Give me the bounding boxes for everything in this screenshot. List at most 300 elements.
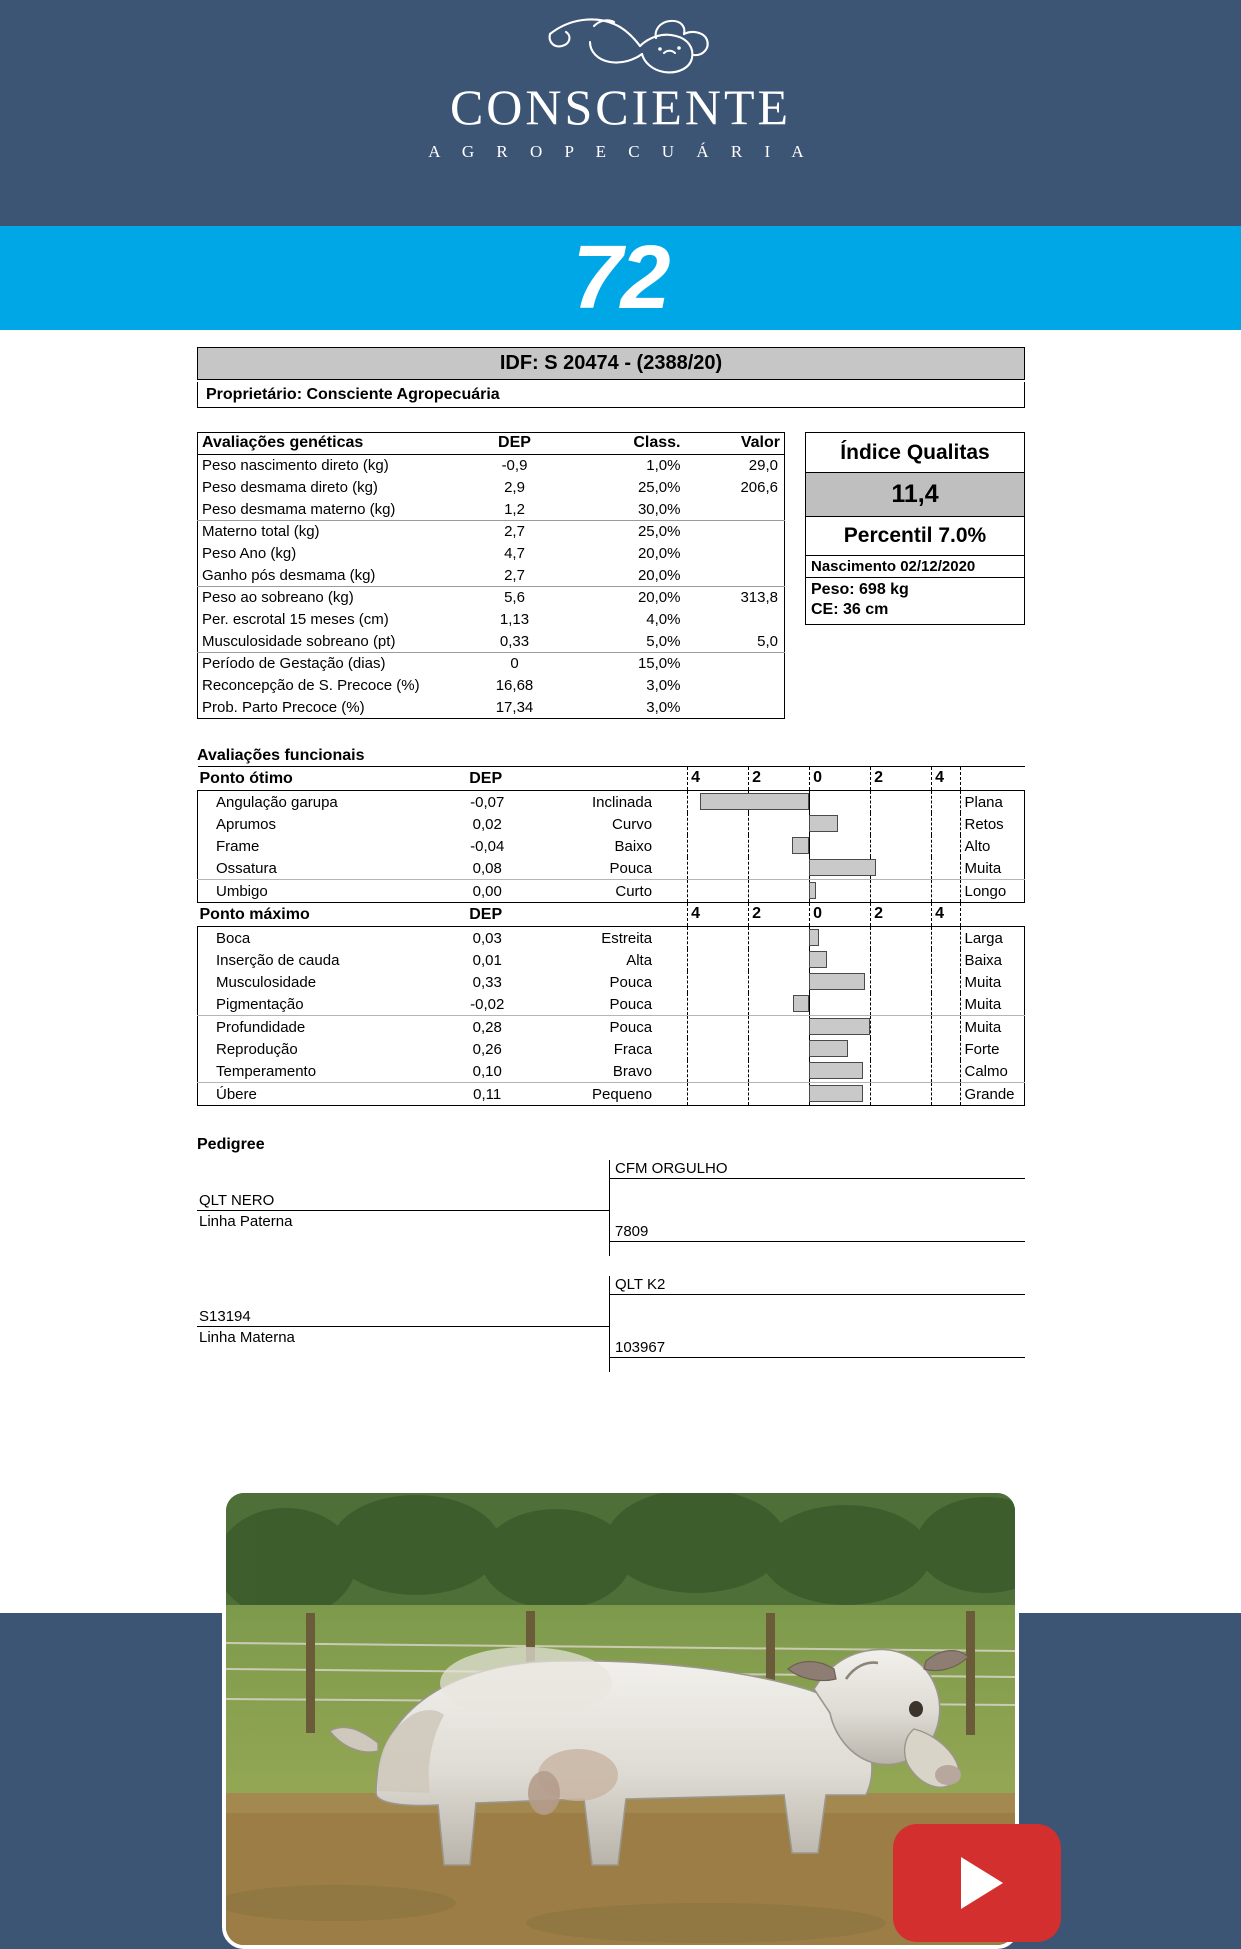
cell-dep: 0,10: [445, 1060, 529, 1083]
axis-gridline: [687, 857, 688, 879]
chart-block-title: Ponto ótimo: [199, 769, 293, 787]
axis-gridline: [687, 1060, 688, 1082]
low-extreme-label: Alta: [626, 951, 653, 969]
chart-cell-wrap: [656, 1016, 960, 1039]
high-label-cell: [960, 835, 1024, 857]
trait-name: Temperamento: [198, 1060, 446, 1083]
axis-tick-label: 2: [752, 769, 762, 786]
table-row: [198, 971, 1025, 993]
axis-gridline: [960, 880, 961, 902]
cell-dep: 17,34: [495, 698, 534, 716]
high-extreme-label: Retos: [964, 815, 1004, 833]
high-label-cell: [960, 1083, 1024, 1106]
trait-name: Ossatura: [198, 857, 446, 880]
axis-gridline: [687, 903, 688, 926]
parent-name: QLT NERO: [197, 1192, 609, 1211]
lineage-label: Linha Paterna: [199, 1213, 293, 1230]
axis-gridline: [687, 767, 688, 790]
high-label-cell: [960, 791, 1024, 814]
axis-gridline: [931, 903, 932, 926]
lot-number: 72: [572, 228, 669, 328]
cell-valor: [685, 499, 785, 521]
axis-gridline: [687, 813, 688, 835]
qualitas-index-panel: [805, 432, 1025, 625]
spacer-cell: [960, 903, 1024, 927]
high-extreme-label: Forte: [964, 1040, 1000, 1058]
axis-gridline: [687, 835, 688, 857]
chart-block-header: [198, 767, 1025, 791]
chart-bar: [793, 995, 809, 1012]
zero-axis: [809, 993, 810, 1015]
granddam-name: 103967: [610, 1339, 1025, 1358]
chart-cell-wrap: [656, 813, 960, 835]
table-row: [198, 927, 1025, 950]
chart-cell-wrap: [656, 927, 960, 950]
cell-valor: 29,0: [748, 457, 778, 475]
high-label-cell: [960, 1016, 1024, 1039]
axis-gridline: [748, 927, 749, 949]
axis-gridline: [870, 993, 871, 1015]
cell-class: 5,0%: [575, 631, 685, 653]
low-extreme-label: Fraca: [613, 1040, 653, 1058]
axis-gridline: [870, 791, 871, 813]
cell-trait: Peso nascimento direto (kg): [202, 457, 389, 475]
bar-chart-cell: [656, 835, 960, 857]
axis-gridline: [870, 1016, 871, 1038]
chart-bar: [809, 1040, 849, 1057]
bar-chart-cell: [656, 880, 960, 902]
axis-tick-label: 2: [874, 905, 884, 922]
axis-gridline: [931, 949, 932, 971]
axis-gridline: [748, 903, 749, 926]
axis-gridline: [960, 1016, 961, 1038]
cell-dep: 0,01: [472, 951, 502, 969]
high-label-cell: [960, 971, 1024, 993]
cell-valor: 5,0: [685, 631, 785, 653]
axis-gridline: [748, 993, 749, 1015]
chart-cell-wrap: [656, 835, 960, 857]
axis-gridline: [748, 1060, 749, 1082]
axis-gridline: [687, 949, 688, 971]
cell-class: 20,0%: [637, 545, 681, 562]
pedigree-tree: [197, 1160, 1025, 1372]
axis-gridline: [748, 1083, 749, 1105]
cell-valor: 313,8: [740, 589, 778, 607]
high-extreme-label: Muita: [964, 859, 1002, 877]
high-extreme-label: Grande: [964, 1085, 1015, 1103]
low-extreme-label: Curto: [529, 880, 656, 903]
cell-valor: [685, 653, 785, 675]
low-extreme-label: Pouca: [529, 857, 656, 880]
axis-gridline: [931, 1060, 932, 1082]
axis-gridline: [960, 927, 961, 949]
play-video-button[interactable]: [893, 1824, 1061, 1942]
bar-chart-cell: [656, 927, 960, 949]
cell-dep: -0,07: [445, 791, 529, 814]
trait-name: Aprumos: [198, 813, 446, 835]
axis-gridline: [960, 1038, 961, 1060]
cell-dep: 0,33: [455, 631, 575, 653]
chart-bar: [809, 1018, 870, 1035]
axis-gridline: [748, 767, 749, 790]
trait-name: Úbere: [198, 1083, 446, 1106]
cell-valor: [685, 565, 785, 587]
axis-gridline: [687, 927, 688, 949]
cell-trait: Peso Ano (kg): [202, 545, 297, 562]
cell-dep: -0,02: [445, 993, 529, 1016]
bar-chart-cell: [656, 1016, 960, 1038]
axis-gridline: [931, 993, 932, 1015]
table-row: [198, 1038, 1025, 1060]
cell-class: 4,0%: [646, 611, 681, 628]
table-row: [198, 1016, 1025, 1039]
table-row: [198, 653, 785, 675]
trait-name: Angulação garupa: [198, 791, 446, 814]
cell-class: 1,0%: [646, 457, 681, 475]
cell-class: 3,0%: [646, 698, 681, 716]
cell-valor: [685, 609, 785, 631]
brand-subtitle: A G R O P E C U Á R I A: [428, 142, 813, 161]
axis-gridline: [687, 971, 688, 993]
axis-tick-label: 4: [691, 905, 701, 922]
cell-valor: [685, 521, 785, 543]
table-row: [198, 857, 1025, 880]
axis-gridline: [960, 993, 961, 1015]
pedigree-grandparents: [609, 1276, 1025, 1372]
cell-dep: 2,7: [504, 523, 525, 541]
high-extreme-label: Plana: [964, 793, 1003, 811]
cell-dep: 0,28: [472, 1018, 502, 1036]
brand-name: CONSCIENTE: [449, 79, 792, 135]
high-label-cell: [960, 949, 1024, 971]
trait-name: Reprodução: [198, 1038, 446, 1060]
table-row: [198, 565, 785, 587]
chart-cell-wrap: [656, 1060, 960, 1083]
high-label-cell: [960, 857, 1024, 880]
functional-charts: [197, 766, 1025, 1106]
axis-gridline: [748, 880, 749, 902]
axis-gridline: [687, 880, 688, 902]
owner-row: Proprietário: Consciente Agropecuária: [197, 382, 1025, 408]
lot-number-band: [0, 226, 1241, 330]
ce-value: CE: 36 cm: [811, 601, 889, 618]
pedigree-parent: [197, 1192, 609, 1230]
qualitas-value: 11,4: [806, 473, 1024, 517]
axis-cell: [656, 903, 960, 927]
zero-axis: [809, 791, 810, 813]
axis-gridline: [931, 791, 932, 813]
axis-gridline: [870, 1060, 871, 1082]
col-header-valor: Valor: [685, 433, 785, 455]
axis-gridline: [870, 1038, 871, 1060]
bar-chart-cell: [656, 1038, 960, 1060]
cell-dep: 0,00: [445, 880, 529, 903]
axis-tick-label: 4: [935, 769, 945, 786]
low-extreme-label: Pouca: [529, 993, 656, 1016]
functional-table: [197, 766, 1025, 1106]
low-extreme-label: Pouca: [609, 973, 653, 991]
col-header-dep: DEP: [469, 769, 503, 787]
axis-gridline: [931, 1016, 932, 1038]
axis-gridline: [748, 813, 749, 835]
cell-dep: 16,68: [495, 677, 534, 694]
high-extreme-label: Muita: [964, 995, 1002, 1013]
high-extreme-label: Alto: [964, 837, 991, 855]
lineage-label: Linha Materna: [199, 1329, 295, 1346]
chart-bar: [809, 859, 876, 876]
bar-chart-cell: [656, 1060, 960, 1082]
axis-gridline: [960, 903, 961, 926]
high-extreme-label: Larga: [964, 929, 1003, 947]
axis-gridline: [687, 1083, 688, 1105]
cow-head-icon: [536, 8, 706, 80]
cell-trait: Materno total (kg): [202, 523, 320, 541]
chart-bar: [809, 882, 817, 899]
col-header-dep: DEP: [455, 433, 575, 455]
chart-bar: [809, 929, 819, 946]
chart-bar: [792, 837, 809, 854]
zero-axis: [809, 835, 810, 857]
high-extreme-label: Longo: [964, 882, 1007, 900]
page-header: [0, 0, 1241, 226]
cell-valor: [685, 543, 785, 565]
chart-cell-wrap: [656, 993, 960, 1016]
animal-datasheet: [0, 347, 1241, 1372]
measurements: [806, 578, 1024, 624]
grandsire-name: CFM ORGULHO: [610, 1160, 1025, 1179]
cell-class: 30,0%: [575, 499, 685, 521]
chart-cell-wrap: [656, 1038, 960, 1060]
qualitas-title: Índice Qualitas: [806, 433, 1024, 473]
high-label-cell: [960, 880, 1024, 903]
axis-gridline: [931, 813, 932, 835]
axis-gridline: [748, 949, 749, 971]
axis-gridline: [870, 1083, 871, 1105]
axis-gridline: [960, 1083, 961, 1105]
high-extreme-label: Muita: [964, 973, 1002, 991]
trait-name: Frame: [198, 835, 446, 857]
trait-name: Pigmentação: [198, 993, 446, 1016]
high-extreme-label: Calmo: [964, 1062, 1008, 1080]
trait-name: Inserção de cauda: [198, 949, 446, 971]
spacer: [610, 1295, 1025, 1339]
axis-gridline: [960, 813, 961, 835]
cell-trait: Per. escrotal 15 meses (cm): [202, 611, 389, 628]
cell-dep: 0,26: [472, 1040, 502, 1058]
table-row: [198, 631, 785, 653]
bar-chart-cell: [656, 949, 960, 971]
table-row: [198, 835, 1025, 857]
table-row: [198, 477, 785, 499]
low-extreme-label: Pequeno: [529, 1083, 656, 1106]
table-row: [198, 880, 1025, 903]
table-row: [198, 455, 785, 477]
high-label-cell: [960, 993, 1024, 1016]
birth-date: Nascimento 02/12/2020: [806, 556, 1024, 578]
low-extreme-label: Inclinada: [529, 791, 656, 814]
chart-bar: [809, 1085, 864, 1102]
chart-bar: [809, 973, 865, 990]
cell-trait: Peso ao sobreano (kg): [202, 589, 354, 607]
functional-section-title: Avaliações funcionais: [197, 747, 365, 764]
chart-cell-wrap: [656, 857, 960, 880]
table-row: [198, 791, 1025, 814]
axis-cell: [656, 767, 960, 791]
axis-gridline: [870, 927, 871, 949]
axis-gridline: [687, 791, 688, 813]
table-row: [198, 1060, 1025, 1083]
bar-chart-cell: [656, 791, 960, 813]
granddam-name: 7809: [610, 1223, 1025, 1242]
axis-gridline: [931, 835, 932, 857]
high-label-cell: [960, 1060, 1024, 1083]
cell-dep: -0,9: [501, 457, 528, 475]
low-extreme-label: Estreita: [529, 927, 656, 950]
cell-dep: 0: [510, 655, 519, 673]
chart-bar: [809, 1062, 864, 1079]
axis-gridline: [687, 1038, 688, 1060]
cell-dep: 2,9: [504, 479, 525, 496]
axis-gridline: [809, 903, 810, 926]
chart-cell-wrap: [656, 880, 960, 903]
cell-valor: [685, 697, 785, 719]
qualitas-percentile: Percentil 7.0%: [806, 517, 1024, 556]
axis-gridline: [960, 857, 961, 879]
chart-cell-wrap: [656, 1083, 960, 1106]
cell-dep: 2,7: [455, 565, 575, 587]
bar-chart-cell: [656, 1083, 960, 1105]
axis-gridline: [870, 949, 871, 971]
cell-dep: 1,2: [455, 499, 575, 521]
weight-value: Peso: 698 kg: [811, 581, 909, 598]
cell-trait: Reconcepção de S. Precoce (%): [202, 677, 420, 694]
chart-cell-wrap: [656, 971, 960, 993]
cell-dep: 0,08: [445, 857, 529, 880]
cell-valor: [685, 675, 785, 697]
table-row: [198, 499, 785, 521]
axis-gridline: [687, 993, 688, 1015]
axis-gridline: [960, 949, 961, 971]
col-header-trait: Avaliações genéticas: [198, 433, 455, 455]
cell-trait: Prob. Parto Precoce (%): [202, 698, 365, 716]
cell-dep: 4,7: [504, 545, 525, 562]
cell-trait: Musculosidade sobreano (pt): [198, 631, 455, 653]
cell-dep: 1,13: [499, 611, 530, 628]
axis-gridline: [960, 767, 961, 790]
table-row: [198, 609, 785, 631]
axis-gridline: [870, 880, 871, 902]
axis-gridline: [960, 1060, 961, 1082]
axis-tick-label: 4: [691, 769, 701, 786]
bar-chart-cell: [656, 971, 960, 993]
trait-name: Musculosidade: [198, 971, 446, 993]
axis-gridline: [931, 1038, 932, 1060]
cell-trait: Período de Gestação (dias): [202, 655, 386, 673]
bar-chart-cell: [656, 993, 960, 1015]
high-extreme-label: Baixa: [964, 951, 1003, 969]
axis-tick-label: 2: [874, 769, 884, 786]
axis-gridline: [931, 1083, 932, 1105]
axis-tick-label: 2: [752, 905, 762, 922]
high-label-cell: [960, 1038, 1024, 1060]
col-header-dep: DEP: [469, 905, 503, 923]
axis-gridline: [748, 835, 749, 857]
cell-class: 25,0%: [637, 479, 681, 496]
table-row: [198, 587, 785, 609]
low-extreme-label: Bravo: [529, 1060, 656, 1083]
spacer-cell: [529, 903, 656, 927]
low-extreme-label: Baixo: [614, 837, 653, 855]
pedigree-group: [197, 1276, 1025, 1372]
axis-gridline: [960, 791, 961, 813]
axis-gridline: [870, 813, 871, 835]
table-header-row: [198, 433, 785, 455]
high-label-cell: [960, 927, 1024, 950]
play-icon: [961, 1857, 1003, 1909]
axis-gridline: [809, 767, 810, 790]
pedigree-group: [197, 1160, 1025, 1256]
trait-name: Profundidade: [198, 1016, 446, 1039]
axis-gridline: [870, 971, 871, 993]
cell-trait: Peso desmama materno (kg): [198, 499, 455, 521]
table-row: [198, 521, 785, 543]
idf-banner: IDF: S 20474 - (2388/20): [197, 347, 1025, 380]
chart-axis: [656, 903, 960, 926]
bar-chart-cell: [656, 857, 960, 879]
table-row: [198, 1083, 1025, 1106]
cell-class: 25,0%: [637, 523, 681, 541]
chart-block-header: [198, 903, 1025, 927]
table-row: [198, 697, 785, 719]
chart-axis: [656, 767, 960, 790]
pedigree-parent: [197, 1308, 609, 1346]
brand-logo: [0, 8, 1241, 162]
trait-name: Umbigo: [198, 880, 446, 903]
table-row: [198, 993, 1025, 1016]
chart-cell-wrap: [656, 949, 960, 971]
chart-bar: [809, 815, 838, 832]
axis-gridline: [870, 903, 871, 926]
axis-gridline: [931, 971, 932, 993]
table-row: [198, 675, 785, 697]
axis-gridline: [931, 857, 932, 879]
grandsire-name: QLT K2: [610, 1276, 1025, 1295]
axis-gridline: [748, 1038, 749, 1060]
cell-dep: 0,03: [445, 927, 529, 950]
axis-gridline: [748, 857, 749, 879]
cell-dep: 5,6: [504, 589, 525, 607]
spacer: [610, 1179, 1025, 1223]
axis-gridline: [931, 767, 932, 790]
cell-dep: 0,11: [445, 1083, 529, 1106]
pedigree-grandparents: [609, 1160, 1025, 1256]
axis-gridline: [687, 1016, 688, 1038]
table-row: [198, 543, 785, 565]
chart-bar: [809, 951, 828, 968]
axis-gridline: [748, 1016, 749, 1038]
chart-cell-wrap: [656, 791, 960, 814]
high-label-cell: [960, 813, 1024, 835]
high-extreme-label: Muita: [964, 1018, 1002, 1036]
low-extreme-label: Curvo: [612, 815, 653, 833]
cell-dep: 0,02: [472, 815, 502, 833]
axis-gridline: [748, 971, 749, 993]
col-header-class: Class.: [575, 433, 685, 455]
cell-class: 3,0%: [646, 677, 681, 694]
cell-valor: 206,6: [740, 479, 778, 496]
cell-trait: Peso desmama direto (kg): [202, 479, 378, 496]
axis-gridline: [960, 971, 961, 993]
